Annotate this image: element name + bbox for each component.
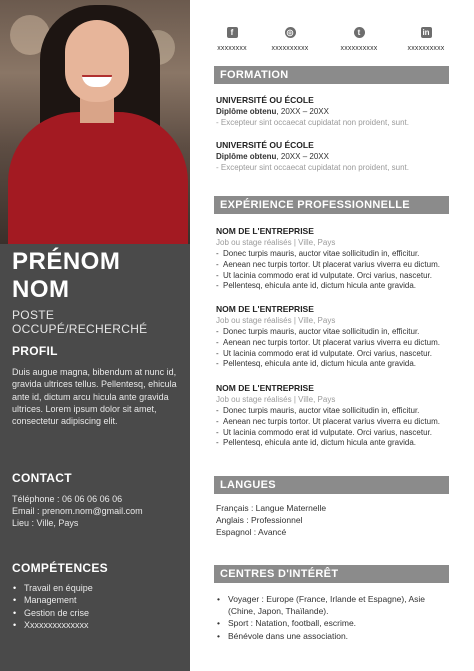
formation-note: - Excepteur sint occaecat cupidatat non proident, sunt. [216, 163, 410, 172]
formation-entry [216, 140, 456, 173]
diploma-line: Diplôme obtenu, 20XX – 20XX [216, 107, 329, 116]
facebook-icon: f [227, 27, 238, 38]
list-item: • Sport : Natation, football, escrime. [216, 617, 438, 629]
instagram-icon: ◎ [285, 27, 296, 38]
social-instagram[interactable] [255, 22, 325, 52]
list-item: • Gestion de crise [12, 607, 182, 619]
list-item: • Voyager : Europe (France, Irlande et Espagne), Asie (Chine, Japon, Thaïlande). [216, 593, 438, 617]
profile-photo [0, 0, 190, 244]
role-line: Job ou stage réalisés | Ville, Pays [216, 238, 336, 247]
list-item: • Xxxxxxxxxxxxxx [12, 619, 182, 631]
experience-heading: EXPÉRIENCE PROFESSIONNELLE [214, 196, 449, 214]
interets-list [216, 593, 438, 642]
contact-city: Lieu : Ville, Pays [12, 518, 79, 528]
diploma-line: Diplôme obtenu, 20XX – 20XX [216, 152, 329, 161]
experience-bullets [216, 327, 456, 370]
language-item: Anglais : Professionnel [216, 515, 303, 525]
social-label: xxxxxxxxxx [340, 45, 378, 52]
list-item: - Donec turpis mauris, auctor vitae sollicitudin in, efficitur. [216, 327, 456, 338]
list-item: - Donec turpis mauris, auctor vitae sollicitudin in, efficitur. [216, 249, 456, 260]
role-line: Job ou stage réalisés | Ville, Pays [216, 395, 336, 404]
list-item: - Ut lacinia commodo erat id vulputate. Orci varius, nascetur. [216, 428, 456, 439]
profil-text: Duis augue magna, bibendum at nunc id, gravida ultrices tellus. Pellentesq, ehicula ante id, dictum arcu hicula ante gravida ultrices. Lorem ipsum dolor sit amet, consectetur adipiscing elit. [12, 367, 177, 427]
role-line: Job ou stage réalisés | Ville, Pays [216, 316, 336, 325]
social-label: xxxxxxxx [217, 45, 247, 52]
social-linkedin[interactable] [391, 22, 461, 52]
list-item: - Aenean nec turpis tortor. Ut placerat varius viverra eu dictum. [216, 260, 456, 271]
company-name: NOM DE L'ENTREPRISE [216, 226, 314, 236]
company-name: NOM DE L'ENTREPRISE [216, 383, 314, 393]
social-label: xxxxxxxxxx [271, 45, 309, 52]
first-name: PRÉNOM [12, 248, 121, 275]
interets-heading: CENTRES D'INTÉRÊT [214, 565, 449, 583]
experience-entry [216, 226, 456, 292]
list-item: - Pellentesq, ehicula ante id, dictum hicula ante gravida. [216, 359, 456, 370]
list-item: • Bénévole dans une association. [216, 630, 438, 642]
list-item: - Ut lacinia commodo erat id vulputate. Orci varius, nascetur. [216, 349, 456, 360]
experience-entry [216, 304, 456, 370]
formation-heading: FORMATION [214, 66, 449, 84]
social-label: xxxxxxxxxx [407, 45, 445, 52]
school-name: UNIVERSITÉ OU ÉCOLE [216, 95, 314, 105]
formation-entry [216, 95, 456, 128]
last-name: NOM [12, 276, 70, 303]
experience-entry [216, 383, 456, 449]
twitter-icon: t [354, 27, 365, 38]
sidebar [0, 0, 190, 671]
language-item: Français : Langue Maternelle [216, 503, 327, 513]
experience-bullets [216, 249, 456, 292]
job-title: POSTE OCCUPÉ/RECHERCHÉ [12, 308, 148, 336]
list-item: - Ut lacinia commodo erat id vulputate. Orci varius, nascetur. [216, 271, 456, 282]
list-item: • Travail en équipe [12, 582, 182, 594]
social-twitter[interactable] [324, 22, 394, 52]
competences-list [12, 582, 182, 631]
interets-section [216, 593, 438, 642]
language-item: Espagnol : Avancé [216, 527, 287, 537]
list-item: - Aenean nec turpis tortor. Ut placerat varius viverra eu dictum. [216, 338, 456, 349]
langues-heading: LANGUES [214, 476, 449, 494]
contact-phone: Téléphone : 06 06 06 06 06 [12, 494, 123, 504]
langues-list [216, 502, 456, 538]
experience-bullets [216, 406, 456, 449]
competences-heading: COMPÉTENCES [12, 561, 108, 575]
list-item: - Donec turpis mauris, auctor vitae sollicitudin in, efficitur. [216, 406, 456, 417]
linkedin-icon: in [422, 28, 430, 37]
school-name: UNIVERSITÉ OU ÉCOLE [216, 140, 314, 150]
formation-note: - Excepteur sint occaecat cupidatat non proident, sunt. [216, 118, 410, 127]
profil-heading: PROFIL [12, 344, 58, 358]
list-item: - Pellentesq, ehicula ante id, dictum hicula ante gravida. [216, 281, 456, 292]
list-item: - Aenean nec turpis tortor. Ut placerat varius viverra eu dictum. [216, 417, 456, 428]
company-name: NOM DE L'ENTREPRISE [216, 304, 314, 314]
full-name [12, 248, 120, 304]
list-item: - Pellentesq, ehicula ante id, dictum hicula ante gravida. [216, 438, 456, 449]
contact-heading: CONTACT [12, 471, 72, 485]
list-item: • Management [12, 594, 182, 606]
contact-email: Email : prenom.nom@gmail.com [12, 506, 143, 516]
